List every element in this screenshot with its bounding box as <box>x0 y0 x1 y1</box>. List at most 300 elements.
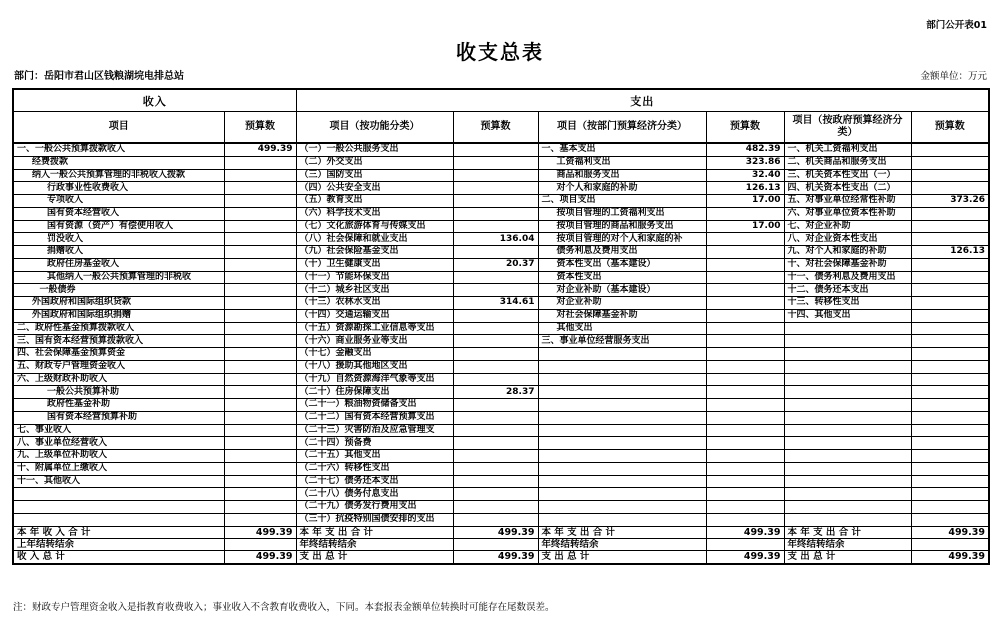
func-item-label: （二十二）国有资本经营预算支出 <box>296 411 453 424</box>
income-budget-value <box>224 424 296 437</box>
summary-row <box>13 551 989 564</box>
table-row <box>13 322 989 335</box>
dept-econ-budget-value <box>706 360 784 373</box>
table-row <box>13 348 989 361</box>
summary-value: 499.39 <box>453 551 538 564</box>
dept-econ-item-label <box>538 348 706 361</box>
summary-value <box>224 538 296 550</box>
table-row <box>13 169 989 182</box>
func-budget-value <box>453 143 538 156</box>
income-group-header: 收入 <box>13 89 296 112</box>
summary-row <box>13 538 989 550</box>
func-item-label: （六）科学技术支出 <box>296 207 453 220</box>
gov-econ-item-label: 十二、债务还本支出 <box>784 284 911 297</box>
income-budget-value <box>224 233 296 246</box>
dept-econ-budget-value <box>706 437 784 450</box>
func-item-label: （四）公共安全支出 <box>296 182 453 195</box>
dept-econ-item-label <box>538 386 706 399</box>
dept-econ-item-label: 按项目管理的商品和服务支出 <box>538 220 706 233</box>
gov-econ-item-label: 五、对事业单位经常性补助 <box>784 195 911 208</box>
income-budget-value <box>224 360 296 373</box>
table-row <box>13 233 989 246</box>
func-item-label: （二十三）灾害防治及应急管理支 <box>296 424 453 437</box>
func-item-label: （十）卫生健康支出 <box>296 258 453 271</box>
budget-table <box>12 88 990 565</box>
summary-value: 499.39 <box>911 551 989 564</box>
func-budget-header: 预算数 <box>453 112 538 144</box>
table-row <box>13 386 989 399</box>
func-budget-value: 28.37 <box>453 386 538 399</box>
expenditure-group-header: 支出 <box>296 89 989 112</box>
func-item-label: （八）社会保障和就业支出 <box>296 233 453 246</box>
dept-econ-item-label: 一、基本支出 <box>538 143 706 156</box>
table-row <box>13 207 989 220</box>
gov-econ-budget-value <box>911 373 989 386</box>
gov-econ-item-label: 十三、转移性支出 <box>784 297 911 310</box>
income-budget-value <box>224 246 296 259</box>
gov-econ-item-label <box>784 513 911 526</box>
func-budget-value <box>453 411 538 424</box>
dept-econ-item-label: 对社会保障基金补助 <box>538 309 706 322</box>
gov-econ-budget-value <box>911 156 989 169</box>
dept-econ-budget-header: 预算数 <box>706 112 784 144</box>
table-row <box>13 182 989 195</box>
func-item-label: （二十一）粮油物资储备支出 <box>296 399 453 412</box>
func-budget-value: 136.04 <box>453 233 538 246</box>
func-budget-value: 314.61 <box>453 297 538 310</box>
dept-econ-item-label: 按项目管理的工资福利支出 <box>538 207 706 220</box>
income-budget-value <box>224 475 296 488</box>
dept-econ-budget-value <box>706 271 784 284</box>
gov-econ-budget-value <box>911 348 989 361</box>
income-item-label: 政府性基金补助 <box>13 399 224 412</box>
gov-econ-budget-value <box>911 399 989 412</box>
func-budget-value <box>453 246 538 259</box>
func-item-label: （一）一般公共服务支出 <box>296 143 453 156</box>
dept-econ-budget-value <box>706 284 784 297</box>
func-budget-value <box>453 462 538 475</box>
gov-econ-item-label <box>784 450 911 463</box>
func-item-label: （三）国防支出 <box>296 169 453 182</box>
func-item-label: （二十八）债务付息支出 <box>296 488 453 501</box>
gov-econ-item-label: 十一、债务利息及费用支出 <box>784 271 911 284</box>
gov-econ-item-label <box>784 424 911 437</box>
dept-econ-budget-value <box>706 233 784 246</box>
dept-econ-item-label <box>538 360 706 373</box>
income-item-label: 国有资本经营收入 <box>13 207 224 220</box>
func-budget-value: 20.37 <box>453 258 538 271</box>
table-row <box>13 258 989 271</box>
dept-econ-item-label: 工资福利支出 <box>538 156 706 169</box>
func-budget-value <box>453 360 538 373</box>
func-budget-value <box>453 284 538 297</box>
dept-econ-item-label <box>538 424 706 437</box>
summary-label: 支 出 总 计 <box>784 551 911 564</box>
gov-econ-item-label: 一、机关工资福利支出 <box>784 143 911 156</box>
dept-econ-budget-value <box>706 399 784 412</box>
gov-econ-item-label <box>784 437 911 450</box>
income-budget-value <box>224 284 296 297</box>
summary-label: 年终结转结余 <box>538 538 706 550</box>
gov-econ-item-label <box>784 475 911 488</box>
dept-econ-item-label <box>538 373 706 386</box>
summary-value <box>706 538 784 550</box>
func-budget-value <box>453 322 538 335</box>
dept-econ-item-label: 二、项目支出 <box>538 195 706 208</box>
func-item-label: （二）外交支出 <box>296 156 453 169</box>
gov-econ-budget-value: 126.13 <box>911 246 989 259</box>
dept-econ-budget-value <box>706 386 784 399</box>
income-item-label: 政府住房基金收入 <box>13 258 224 271</box>
func-budget-value <box>453 475 538 488</box>
func-item-label: （二十四）预备费 <box>296 437 453 450</box>
summary-label: 收 入 总 计 <box>13 551 224 564</box>
income-item-label: 十、附属单位上缴收入 <box>13 462 224 475</box>
summary-label: 本 年 收 入 合 计 <box>13 526 224 538</box>
table-body <box>13 143 989 564</box>
func-item-label: （二十九）债务发行费用支出 <box>296 501 453 514</box>
func-budget-value <box>453 450 538 463</box>
gov-econ-item-label: 三、机关资本性支出（一） <box>784 169 911 182</box>
gov-econ-budget-value <box>911 309 989 322</box>
func-budget-value <box>453 271 538 284</box>
gov-econ-budget-value <box>911 450 989 463</box>
func-budget-value <box>453 182 538 195</box>
gov-econ-item-label <box>784 335 911 348</box>
dept-econ-item-label <box>538 462 706 475</box>
dept-econ-budget-value: 126.13 <box>706 182 784 195</box>
page-title: 收支总表 <box>456 40 544 64</box>
dept-econ-budget-value: 482.39 <box>706 143 784 156</box>
dept-econ-budget-value <box>706 488 784 501</box>
gov-econ-item-label <box>784 373 911 386</box>
gov-econ-budget-value <box>911 462 989 475</box>
income-item-label: 经费拨款 <box>13 156 224 169</box>
gov-econ-item-label <box>784 462 911 475</box>
gov-econ-item-label: 八、对企业资本性支出 <box>784 233 911 246</box>
gov-econ-budget-value <box>911 411 989 424</box>
income-budget-value <box>224 348 296 361</box>
gov-econ-budget-value <box>911 284 989 297</box>
func-item-label: （十二）城乡社区支出 <box>296 284 453 297</box>
dept-econ-item-label: 按项目管理的对个人和家庭的补 <box>538 233 706 246</box>
dept-econ-budget-value: 32.40 <box>706 169 784 182</box>
table-header <box>13 89 989 143</box>
income-budget-value <box>224 513 296 526</box>
gov-econ-budget-value <box>911 437 989 450</box>
income-item-label: 三、国有资本经营预算拨款收入 <box>13 335 224 348</box>
gov-econ-item-label <box>784 348 911 361</box>
func-budget-value <box>453 169 538 182</box>
income-budget-value <box>224 386 296 399</box>
income-budget-header: 预算数 <box>224 112 296 144</box>
func-item-label: （十四）交通运输支出 <box>296 309 453 322</box>
summary-value: 499.39 <box>453 526 538 538</box>
summary-label: 支 出 总 计 <box>538 551 706 564</box>
gov-econ-item-label <box>784 488 911 501</box>
dept-econ-item-label: 资本性支出 <box>538 271 706 284</box>
income-item-label: 一般债券 <box>13 284 224 297</box>
func-budget-value <box>453 195 538 208</box>
table-row <box>13 513 989 526</box>
dept-econ-budget-value <box>706 335 784 348</box>
income-item-label: 八、事业单位经营收入 <box>13 437 224 450</box>
func-item-label: （二十六）转移性支出 <box>296 462 453 475</box>
func-item-header: 项目（按功能分类） <box>296 112 453 144</box>
table-row <box>13 297 989 310</box>
income-item-label: 六、上级财政补助收入 <box>13 373 224 386</box>
dept-econ-budget-value <box>706 450 784 463</box>
gov-econ-budget-value <box>911 220 989 233</box>
gov-econ-item-label: 七、对企业补助 <box>784 220 911 233</box>
dept-econ-item-label <box>538 399 706 412</box>
func-item-label: （十三）农林水支出 <box>296 297 453 310</box>
gov-econ-item-label: 九、对个人和家庭的补助 <box>784 246 911 259</box>
table-row <box>13 373 989 386</box>
summary-value: 499.39 <box>224 551 296 564</box>
income-budget-value <box>224 271 296 284</box>
dept-econ-item-label: 对个人和家庭的补助 <box>538 182 706 195</box>
gov-econ-budget-value <box>911 335 989 348</box>
func-item-label: （九）社会保险基金支出 <box>296 246 453 259</box>
income-item-label: 国有资本经营预算补助 <box>13 411 224 424</box>
income-budget-value <box>224 488 296 501</box>
gov-econ-item-label <box>784 399 911 412</box>
func-item-label: （三十）抗疫特别国债安排的支出 <box>296 513 453 526</box>
income-item-label <box>13 501 224 514</box>
func-budget-value <box>453 488 538 501</box>
gov-econ-budget-value <box>911 207 989 220</box>
dept-econ-item-label: 商品和服务支出 <box>538 169 706 182</box>
func-budget-value <box>453 220 538 233</box>
income-item-label <box>13 513 224 526</box>
gov-econ-budget-value <box>911 233 989 246</box>
income-budget-value <box>224 322 296 335</box>
gov-econ-budget-value <box>911 501 989 514</box>
table-row <box>13 220 989 233</box>
gov-econ-item-header: 项目（按政府预算经济分类） <box>784 112 911 144</box>
func-budget-value <box>453 513 538 526</box>
income-item-label: 九、上级单位补助收入 <box>13 450 224 463</box>
gov-econ-budget-value <box>911 169 989 182</box>
dept-econ-budget-value: 323.86 <box>706 156 784 169</box>
dept-econ-budget-value <box>706 309 784 322</box>
gov-econ-budget-value <box>911 143 989 156</box>
func-budget-value <box>453 437 538 450</box>
table-row <box>13 271 989 284</box>
dept-econ-budget-value <box>706 424 784 437</box>
table-row <box>13 309 989 322</box>
dept-econ-item-label: 资本性支出（基本建设） <box>538 258 706 271</box>
income-budget-value <box>224 399 296 412</box>
dept-econ-budget-value <box>706 513 784 526</box>
func-item-label: （二十七）债务还本支出 <box>296 475 453 488</box>
dept-econ-budget-value <box>706 411 784 424</box>
summary-value <box>453 538 538 550</box>
func-budget-value <box>453 348 538 361</box>
func-budget-value <box>453 207 538 220</box>
income-budget-value <box>224 297 296 310</box>
gov-econ-budget-value <box>911 182 989 195</box>
table-row <box>13 411 989 424</box>
sheet-code-label: 部门公开表01 <box>926 20 987 31</box>
income-budget-value <box>224 437 296 450</box>
func-item-label: （十五）资源勘探工业信息等支出 <box>296 322 453 335</box>
income-budget-value <box>224 156 296 169</box>
income-budget-value <box>224 195 296 208</box>
income-budget-value <box>224 450 296 463</box>
func-item-label: （十七）金融支出 <box>296 348 453 361</box>
table-row <box>13 462 989 475</box>
gov-econ-item-label <box>784 411 911 424</box>
summary-value: 499.39 <box>706 551 784 564</box>
gov-econ-budget-value <box>911 475 989 488</box>
income-budget-value <box>224 258 296 271</box>
gov-econ-item-label: 六、对事业单位资本性补助 <box>784 207 911 220</box>
func-item-label: （十六）商业服务业等支出 <box>296 335 453 348</box>
gov-econ-budget-value <box>911 297 989 310</box>
dept-econ-budget-value: 17.00 <box>706 195 784 208</box>
func-budget-value <box>453 424 538 437</box>
summary-label: 本 年 支 出 合 计 <box>784 526 911 538</box>
func-budget-value <box>453 156 538 169</box>
table-row <box>13 501 989 514</box>
dept-econ-budget-value <box>706 322 784 335</box>
income-budget-value <box>224 309 296 322</box>
func-item-label: （十九）自然资源海洋气象等支出 <box>296 373 453 386</box>
dept-econ-item-label: 三、事业单位经营服务支出 <box>538 335 706 348</box>
table-row <box>13 360 989 373</box>
gov-econ-budget-value <box>911 488 989 501</box>
income-item-label: 行政事业性收费收入 <box>13 182 224 195</box>
table-row <box>13 156 989 169</box>
income-item-header: 项目 <box>13 112 224 144</box>
func-item-label: （十八）援助其他地区支出 <box>296 360 453 373</box>
table-row <box>13 399 989 412</box>
summary-label: 上年结转结余 <box>13 538 224 550</box>
summary-label: 本 年 支 出 合 计 <box>296 526 453 538</box>
summary-row <box>13 526 989 538</box>
gov-econ-budget-value <box>911 386 989 399</box>
func-item-label: （七）文化旅游体育与传媒支出 <box>296 220 453 233</box>
dept-econ-budget-value <box>706 297 784 310</box>
summary-value: 499.39 <box>706 526 784 538</box>
summary-label: 年终结转结余 <box>296 538 453 550</box>
income-item-label: 五、财政专户管理资金收入 <box>13 360 224 373</box>
gov-econ-item-label <box>784 386 911 399</box>
dept-econ-item-label: 对企业补助（基本建设） <box>538 284 706 297</box>
dept-econ-budget-value <box>706 348 784 361</box>
footnote: 注：财政专户管理资金收入是指教育收费收入；事业收入不含教育收费收入，下同。本套报表金额单位转换时可能存在尾数误差。 <box>13 602 555 613</box>
income-item-label: 专项收入 <box>13 195 224 208</box>
income-item-label: 捐赠收入 <box>13 246 224 259</box>
dept-econ-item-header: 项目（按部门预算经济分类） <box>538 112 706 144</box>
dept-econ-budget-value: 17.00 <box>706 220 784 233</box>
summary-label: 年终结转结余 <box>784 538 911 550</box>
func-item-label: （二十五）其他支出 <box>296 450 453 463</box>
income-item-label: 外国政府和国际组织贷款 <box>13 297 224 310</box>
income-item-label: 纳入一般公共预算管理的非税收入拨款 <box>13 169 224 182</box>
currency-unit-label: 金额单位：万元 <box>920 71 987 82</box>
gov-econ-item-label: 十、对社会保障基金补助 <box>784 258 911 271</box>
func-budget-value <box>453 373 538 386</box>
gov-econ-item-label: 十四、其他支出 <box>784 309 911 322</box>
income-budget-value <box>224 220 296 233</box>
summary-label: 支 出 总 计 <box>296 551 453 564</box>
income-budget-value <box>224 207 296 220</box>
table-row <box>13 437 989 450</box>
income-item-label: 罚没收入 <box>13 233 224 246</box>
dept-econ-budget-value <box>706 207 784 220</box>
func-budget-value <box>453 399 538 412</box>
dept-econ-item-label <box>538 488 706 501</box>
func-item-label: （五）教育支出 <box>296 195 453 208</box>
dept-econ-item-label: 其他支出 <box>538 322 706 335</box>
income-item-label <box>13 488 224 501</box>
income-item-label: 七、事业收入 <box>13 424 224 437</box>
income-budget-value <box>224 501 296 514</box>
dept-econ-item-label <box>538 437 706 450</box>
income-budget-value <box>224 462 296 475</box>
table-row <box>13 195 989 208</box>
summary-value <box>911 538 989 550</box>
income-item-label: 其他纳入一般公共预算管理的非税收 <box>13 271 224 284</box>
dept-econ-item-label <box>538 513 706 526</box>
income-item-label: 一、一般公共预算拨款收入 <box>13 143 224 156</box>
gov-econ-budget-value: 373.26 <box>911 195 989 208</box>
income-budget-value <box>224 411 296 424</box>
dept-econ-budget-value <box>706 258 784 271</box>
gov-econ-item-label: 二、机关商品和服务支出 <box>784 156 911 169</box>
income-item-label: 国有资源（资产）有偿使用收入 <box>13 220 224 233</box>
func-budget-value <box>453 335 538 348</box>
dept-econ-item-label <box>538 475 706 488</box>
gov-econ-budget-value <box>911 271 989 284</box>
income-item-label: 外国政府和国际组织捐赠 <box>13 309 224 322</box>
gov-econ-budget-value <box>911 513 989 526</box>
gov-econ-item-label: 四、机关资本性支出（二） <box>784 182 911 195</box>
meta-row <box>12 67 988 81</box>
func-budget-value <box>453 501 538 514</box>
income-budget-value: 499.39 <box>224 143 296 156</box>
gov-econ-item-label <box>784 360 911 373</box>
dept-econ-item-label: 债务利息及费用支出 <box>538 246 706 259</box>
gov-econ-budget-header: 预算数 <box>911 112 989 144</box>
dept-econ-item-label <box>538 411 706 424</box>
income-item-label: 四、社会保障基金预算资金 <box>13 348 224 361</box>
summary-value: 499.39 <box>911 526 989 538</box>
income-item-label: 一般公共预算补助 <box>13 386 224 399</box>
table-row <box>13 475 989 488</box>
table-row <box>13 335 989 348</box>
func-item-label: （十一）节能环保支出 <box>296 271 453 284</box>
income-budget-value <box>224 373 296 386</box>
table-row <box>13 246 989 259</box>
func-budget-value <box>453 309 538 322</box>
dept-econ-item-label <box>538 450 706 463</box>
dept-econ-item-label: 对企业补助 <box>538 297 706 310</box>
table-row <box>13 284 989 297</box>
dept-econ-budget-value <box>706 373 784 386</box>
gov-econ-budget-value <box>911 322 989 335</box>
department-label: 部门：岳阳市君山区钱粮湖垸电排总站 <box>14 71 184 82</box>
summary-label: 本 年 支 出 合 计 <box>538 526 706 538</box>
gov-econ-budget-value <box>911 258 989 271</box>
dept-econ-budget-value <box>706 462 784 475</box>
summary-value: 499.39 <box>224 526 296 538</box>
income-budget-value <box>224 169 296 182</box>
table-row <box>13 143 989 156</box>
